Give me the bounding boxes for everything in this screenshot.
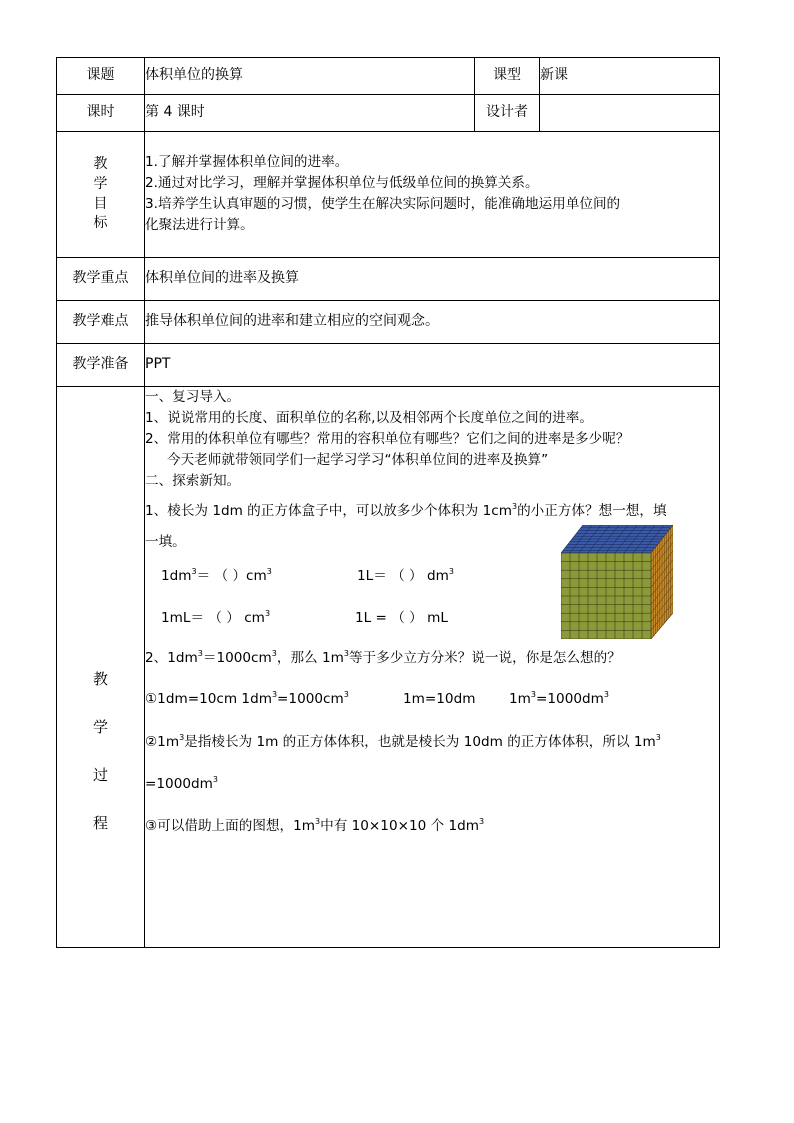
difficulty-label: 教学难点	[57, 301, 145, 344]
review-item: 今天老师就带领同学们一起学习学习“体积单位间的进率及换算”	[167, 452, 549, 468]
solution-1c: $1m^3=1000dm^3$	[509, 690, 609, 707]
review-item: 2、常用的体积单位有哪些？常用的容积单位有哪些？它们之间的进率是多少呢？	[145, 431, 630, 447]
lesson-plan-table	[56, 57, 720, 948]
preparation-value: PPT	[145, 344, 720, 387]
goal-item: 化聚法进行计算。	[145, 217, 254, 233]
solution-3: ③可以借助上面的图想，$1m^3$中有 10×10×10 个 $1dm^3$	[145, 817, 485, 834]
solution-2-cont: $=1000dm^3$	[145, 775, 218, 792]
difficulty-value: 推导体积单位间的进率和建立相应的空间观念。	[145, 301, 720, 344]
formula-4: 1L = （ ） mL	[355, 610, 448, 626]
topic-value: 体积单位的换算	[145, 58, 475, 95]
row-preparation	[57, 344, 720, 387]
type-value: 新课	[540, 58, 720, 95]
goal-item: 3.培养学生认真审题的习惯，使学生在解决实际问题时，能准确地运用单位间的	[145, 196, 621, 212]
process-content	[145, 387, 720, 948]
topic-label: 课题	[57, 58, 145, 95]
goals-content	[145, 132, 720, 258]
row-topic	[57, 58, 720, 95]
goal-item: 1.了解并掌握体积单位间的进率。	[145, 154, 349, 170]
solution-2: $②1m^3$是指棱长为 1m 的正方体体积，也就是棱长为 10dm 的正方体体积，所以 $1m^3$	[145, 733, 661, 750]
formula-3: 1mL＝ （ ） $cm^3$	[161, 609, 271, 626]
solution-1: ①1dm=10cm $1dm^3=1000cm^3$	[145, 690, 349, 707]
new-title: 二、探索新知。	[145, 473, 241, 489]
key-point-value: 体积单位间的进率及换算	[145, 258, 720, 301]
type-label: 课型	[475, 58, 540, 95]
goals-label: 教 学 目 标	[57, 132, 145, 258]
key-point-label: 教学重点	[57, 258, 145, 301]
preparation-label: 教学准备	[57, 344, 145, 387]
question-1: 1、棱长为 1dm 的正方体盒子中，可以放多少个体积为 $1cm^3$的小正方体？想一想，填	[145, 502, 667, 519]
row-key-point	[57, 258, 720, 301]
row-process	[57, 387, 720, 948]
row-goals	[57, 132, 720, 258]
process-label: 教 学 过 程	[57, 387, 145, 948]
row-period	[57, 95, 720, 132]
period-value: 第 4 课时	[145, 95, 475, 132]
period-label: 课时	[57, 95, 145, 132]
designer-value	[540, 95, 720, 132]
solution-1b: 1m=10dm	[403, 691, 476, 707]
cube-grid-image	[561, 525, 673, 639]
row-difficulty	[57, 301, 720, 344]
formula-1: $1dm^3=$ （ ）$cm^3$	[161, 567, 272, 584]
review-title: 一、复习导入。	[145, 389, 241, 405]
formula-2: 1L＝ （ ） $dm^3$	[357, 567, 454, 584]
goal-item: 2.通过对比学习，理解并掌握体积单位与低级单位间的换算关系。	[145, 175, 539, 191]
review-item: 1、说说常用的长度、面积单位的名称,以及相邻两个长度单位之间的进率。	[145, 410, 593, 426]
question-1-cont: 一填。	[145, 534, 186, 550]
designer-label: 设计者	[475, 95, 540, 132]
question-2: 2、$1dm^3=1000cm^3$，那么 $1m^3$等于多少立方分米？说一说，你是怎么想的？	[145, 649, 621, 666]
